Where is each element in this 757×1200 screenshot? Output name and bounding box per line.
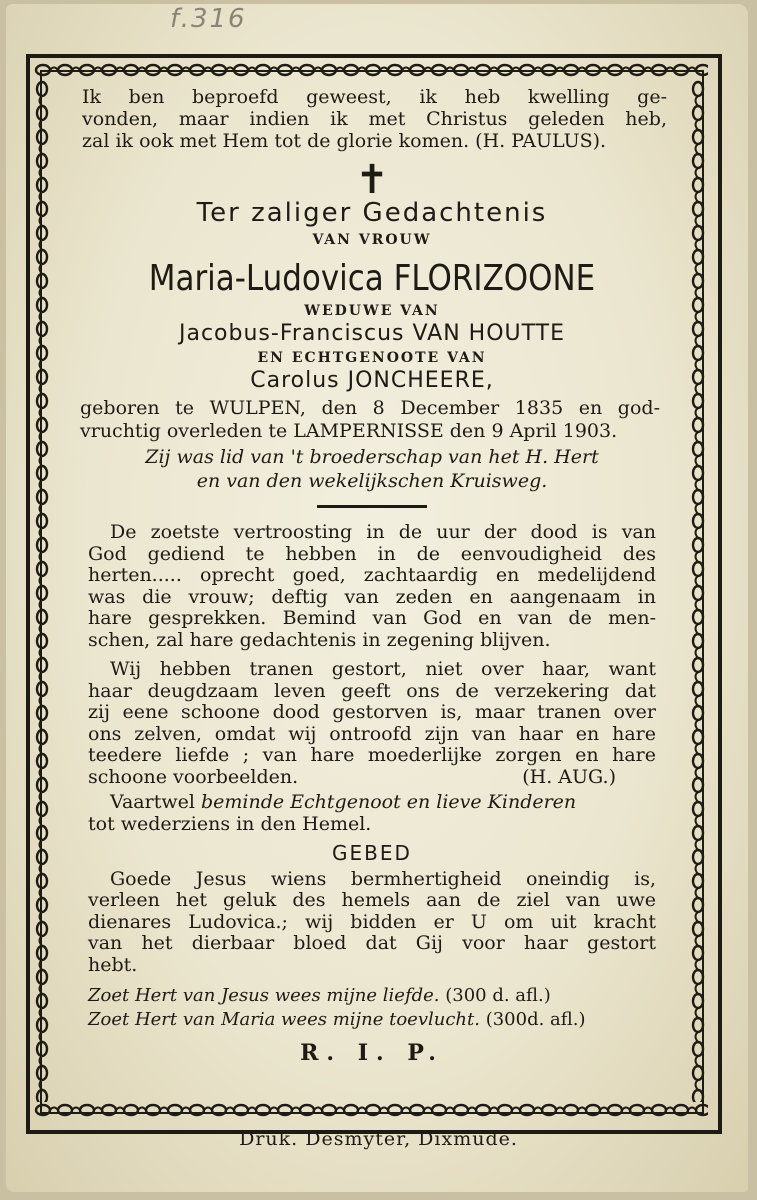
paragraph-line: De zoetste vertroosting in de uur der dood is van (110, 521, 656, 543)
paragraph-line: hare gesprekken. Bemind van God en van de men- (88, 607, 656, 629)
paragraph-line: ons zelven, omdat wij ontroofd zijn van haar en hare (88, 722, 656, 745)
second-husband: Carolus JONCHEERE, (250, 368, 494, 393)
farewell-plain: Vaartwel (110, 791, 201, 813)
catalog-mark: f.316 (170, 4, 247, 34)
bio-line: geboren te WULPEN, den 8 December 1835 en god- (80, 397, 660, 419)
epigraph (82, 86, 667, 152)
consolation-text (88, 522, 656, 1032)
ornament-border-bottom (32, 1100, 708, 1120)
paragraph-line: was die vrouw; deftig van zeden en aangenaam in (88, 585, 656, 608)
epigraph-line: Ik ben beproefd geweest, ik heb kwelling ge- (82, 86, 667, 108)
card-text (72, 86, 672, 1096)
invocations (88, 984, 656, 1032)
invocation-text: Zoet Hert van Jesus wees mijne liefde. (88, 985, 440, 1006)
epigraph-line: vonden, maar indien ik met Christus geleden heb, (82, 108, 667, 130)
first-husband: Jacobus-Franciscus VAN HOUTTE (178, 321, 566, 346)
paragraph-line (88, 767, 656, 789)
paragraph-line: teedere liefde ; van hare moederlijke zorgen en hare (88, 744, 656, 766)
attribution: (H. AUG.) (522, 765, 616, 788)
printer-credit: Druk. Desmyter, Dixmude. (239, 1128, 518, 1150)
brotherhood (72, 445, 672, 493)
farewell (88, 792, 656, 835)
van-vrouw: VAN VROUW (312, 232, 432, 248)
weduwe-van: WEDUWE VAN (304, 303, 440, 319)
farewell-italic: beminde Echtgenoot en lieve Kinderen (200, 791, 577, 813)
paragraph-line: herten..... oprecht goed, zachtaardig en medelijdend (88, 564, 656, 586)
cross-icon: ✝ (355, 157, 389, 203)
rip: R. I. P. (300, 1040, 444, 1066)
invocation-text: Zoet Hert van Maria wees mijne toevlucht. (88, 1009, 480, 1030)
ornament-border-right (688, 78, 708, 1102)
invocation (88, 1008, 656, 1032)
gebed-line: hebt. (88, 953, 138, 976)
paragraph (88, 659, 656, 788)
paragraph-line: zij eene schoone dood gestorven is, maar tranen over (88, 701, 656, 723)
bio-line: vruchtig overleden te LAMPERNISSE den 9 April 1903. (80, 420, 618, 442)
ornament-border-left (32, 78, 52, 1102)
gebed-line: dienares Ludovica.; wij bidden er U om uit kracht (88, 910, 656, 933)
brotherhood-line: en van den wekelijkschen Kruisweg. (196, 470, 548, 492)
ornament-border-top (32, 60, 708, 80)
paragraph (88, 522, 656, 651)
biography (80, 397, 660, 443)
gebed-line: verleen het geluk des hemels aan de ziel van uwe (88, 889, 656, 911)
farewell-line: tot wederziens in den Hemel. (88, 812, 372, 835)
heading: Ter zaliger Gedachtenis (196, 198, 548, 228)
brotherhood-line: Zij was lid van 't broederschap van het H. Hert (145, 446, 599, 468)
indulgence: (300 d. afl.) (439, 985, 551, 1006)
en-echtgenoote-van: EN ECHTGENOOTE VAN (257, 350, 487, 366)
gebed-line: van het dierbaar bloed dat Gij voor haar gestort (88, 932, 656, 954)
paragraph-last-text: schoone voorbeelden. (88, 765, 299, 788)
gebed-heading: GEBED (332, 841, 412, 865)
invocation (88, 984, 656, 1008)
gebed-line: Goede Jesus wiens bermhertigheid oneindig is, (110, 867, 656, 890)
paragraph-line: haar deugdzaam leven geeft ons de verzekering dat (88, 679, 656, 702)
gebed (88, 869, 656, 977)
indulgence: (300d. afl.) (479, 1009, 586, 1030)
farewell-line (88, 792, 656, 814)
epigraph-line: zal ik ook met Hem tot de glorie komen. (H. PAULUS). (82, 130, 607, 152)
paragraph-line: schen, zal hare gedachtenis in zegening blijven. (88, 628, 551, 651)
divider-rule (317, 505, 427, 508)
deceased-name: Maria-Ludovica FLORIZOONE (148, 258, 596, 299)
paragraph-line: Wij hebben tranen gestort, niet over haar, want (110, 658, 656, 680)
paragraph-line: God gediend te hebben in de eenvoudigheid des (88, 542, 656, 565)
